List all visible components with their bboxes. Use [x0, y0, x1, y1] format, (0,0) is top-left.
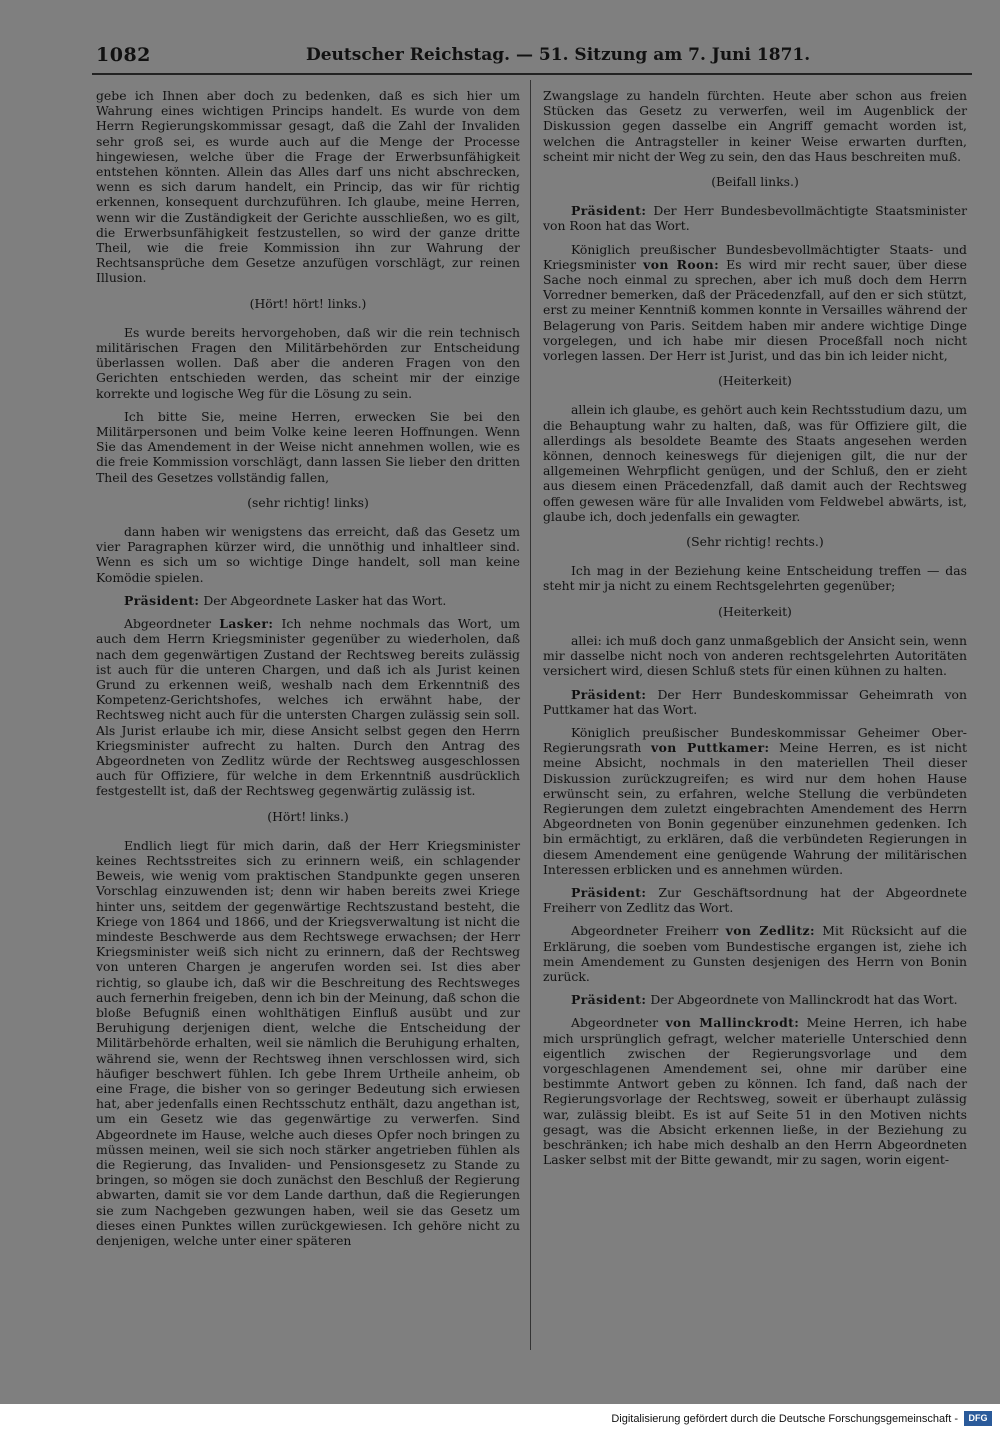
- speaker-name: von Zedlitz:: [725, 923, 815, 939]
- paragraph-text: Meine Herren, es ist nicht meine Absicht, nochmals in den materiellen Theil dieser Diskussion zurückzugreifen; es wird nur dem hohen Hause erwünscht sein, zu erfahren, welche Stellung die verbündeten Regierungen dem zuletzt eingebrachten Amendement des Herrn Abgeordneten von Bonin gegenüber einzunehmen gedenken. Ich bin ermächtigt, zu erklären, daß die verbündeten Regierungen in diesem Amendement eine genügende Wahrung der militärischen Interessen erblicken und es annehmen würden.: [543, 740, 968, 877]
- interjection-text: (Sehr richtig! rechts.): [686, 534, 824, 550]
- paragraph-text: Ich nehme nochmals das Wort, um auch dem Herrn Kriegsminister gegenüber zu wiederholen, daß nach dem gegenwärtigen Zustand der Rechtsweg bereits zulässig ist auch für die unteren Chargen, und daß ich als Jurist keinen Grund zu erkennen weiß, weshalb nach dem Erkenntniß des Kompetenz-Gerichtshofes, welches ich erwähnt habe, der Rechtsweg nicht auch für die untersten Chargen zulässig sein soll. Als Jurist erlaube ich mir, diese Ansicht selbst gegen den Herrn Kriegsminister aufrecht zu halten. Durch den Antrag des Abgeordneten von Zedlitz würde der Rechtsweg ausgeschlossen auch für Offiziere, für welche in dem Erkenntniß ausdrücklich festgestellt ist, daß der Rechtsweg gegenwärtig zulässig ist.: [96, 616, 520, 799]
- interjection: [96, 809, 520, 824]
- speech-paragraph: [543, 203, 967, 233]
- interjection: [543, 604, 967, 619]
- speaker-title: Königlich preußischer Bundeskommissar Geheimer Ober-Regierungsrath: [543, 724, 967, 756]
- paragraph: [543, 563, 967, 593]
- interjection: [96, 296, 520, 311]
- left-column: [96, 88, 520, 1256]
- speech-paragraph: [96, 593, 520, 608]
- speaker-name: Präsident:: [571, 884, 647, 900]
- paragraph-text: Zur Geschäftsordnung hat der Abgeordnete Freiherr von Zedlitz das Wort.: [543, 884, 967, 916]
- speaker-name: von Puttkamer:: [650, 740, 770, 756]
- column-divider: [530, 80, 531, 1350]
- header-rule: [92, 73, 972, 75]
- paragraph-text: allei: ich muß doch ganz unmaßgeblich der Ansicht sein, wenn mir dasselbe nicht noch von anderen rechtsgelehrten Autoritäten versichert wird, diesen Schluß stets für einen kühnen zu halten.: [543, 632, 967, 679]
- interjection-text: (Heiterkeit): [718, 603, 792, 619]
- interjection-text: (sehr richtig! links): [247, 494, 369, 510]
- speech-paragraph: [543, 242, 967, 364]
- interjection-text: (Beifall links.): [711, 174, 799, 190]
- paragraph-text: Ich bitte Sie, meine Herren, erwecken Sie bei den Militärpersonen und beim Volke keine leeren Hoffnungen. Wenn Sie das Amendement in der Weise nicht annehmen wollen, wie es die freie Kommission vorschlägt, dann lassen Sie lieber den dritten Theil des Gesetzes vollständig fallen,: [96, 408, 520, 485]
- dfg-logo: DFG: [964, 1411, 992, 1426]
- interjection: [543, 373, 967, 388]
- interjection: [96, 495, 520, 510]
- paragraph-text: Es wurde bereits hervorgehoben, daß wir die rein technisch militärischen Fragen den Militärbehörden zur Entscheidung überlassen wollen. Daß aber die anderen Fragen von den Gerichten entschieden werden, das scheint mir der einzige korrekte und logische Weg für die Lösung zu sein.: [96, 324, 520, 401]
- paragraph: [96, 325, 520, 401]
- speaker-name: Lasker:: [219, 616, 274, 632]
- page-number: 1082: [96, 44, 151, 66]
- speech-paragraph: [543, 923, 967, 984]
- paragraph-text: Ich mag in der Beziehung keine Entscheidung treffen — das steht mir ja nicht zu einem Rechtsgelehrten gegenüber;: [543, 563, 967, 594]
- paragraph-text: Meine Herren, ich habe mich ursprünglich gefragt, welcher materielle Unterschied denn eigentlich zwischen der Regierungsvorlage und dem vorgeschlagenen Amendement sei, ohne mir darüber eine bestimmte Antwort geben zu können. Ich fand, daß nach der Regierungsvorlage der Rechtsweg, soweit er überhaupt zulässig war, zulässig bleibt. Es ist auf Seite 51 in den Motiven nichts gesagt, was die Absicht erkennen ließe, in der Beziehung zu beschränken; ich habe mich deshalb an den Herrn Abgeordneten Lasker selbst mit der Bitte gewandt, mir zu sagen, worin eigent-: [543, 1015, 967, 1168]
- interjection-text: (Heiterkeit): [718, 373, 792, 389]
- paragraph-text: Der Herr Bundeskommissar Geheimrath von Puttkamer hat das Wort.: [543, 686, 967, 717]
- paragraph: [96, 88, 520, 286]
- speech-paragraph: [96, 616, 520, 798]
- speaker-title: Königlich preußischer Bundesbevollmächtigter Staats- und Kriegsminister: [543, 241, 967, 272]
- speech-paragraph: [543, 725, 967, 877]
- paragraph: [96, 838, 520, 1248]
- speaker-name: Präsident:: [571, 992, 647, 1008]
- paragraph-text: Der Abgeordnete Lasker hat das Wort.: [199, 592, 447, 608]
- interjection-text: (Hört! links.): [267, 808, 349, 824]
- paragraph-text: allein ich glaube, es gehört auch kein Rechtsstudium dazu, um die Behauptung wahr zu halten, daß, was für Offiziere gilt, die allerdings als besoldete Beamte des Staats angesehen werden können, dennoch keineswegs für diejenigen gilt, die nur der allgemeinen Wehrpflicht genügen, und der Schluß, den er zieht aus diesem einen Präcedenzfall, daß damit auch der Rechtsweg offen gewesen wäre für alle Invaliden vom Feldwebel abwärts, ist, glaube ich, doch jedenfalls ein gewagter.: [543, 402, 967, 524]
- speaker-title: Abgeordneter Freiherr: [571, 923, 726, 939]
- paragraph-text: dann haben wir wenigstens das erreicht, daß das Gesetz um vier Paragraphen kürzer wird, die unnöthig und inhaltleer sind. Wenn es sich um so wichtige Dinge handelt, soll man keine Komödie spielen.: [96, 524, 520, 585]
- paragraph-text: gebe ich Ihnen aber doch zu bedenken, daß es sich hier um Wahrung eines wichtigen Princips handelt. Es wurde von dem Herrn Regierungskommissar gesagt, daß die Zahl der Invaliden sehr groß sei, es wurde auch auf die Menge der Processe hingewiesen, welche über die Frage der Erwerbsunfähigkeit entstehen könnten. Allein das Alles darf uns nicht abschrecken, wenn es sich darum handelt, ein Princip, das wir für richtig erkennen, konsequent durchzuführen. Ich glaube, meine Herren, wenn wir die Zuständigkeit der Gerichte ausschließen, wo es gilt, die Erwerbsunfähigkeit festzustellen, so wird der ganze dritte Theil, wie die freie Kommission ihn zur Wahrung der Rechtsansprüche dem Gesetze anzufügen vorschlägt, zur reinen Illusion.: [96, 88, 520, 286]
- paragraph-text: Der Abgeordnete von Mallinckrodt hat das Wort.: [646, 992, 958, 1008]
- interjection: [543, 534, 967, 549]
- speaker-name: von Roon:: [643, 256, 720, 272]
- speaker-title: Abgeordneter: [124, 616, 220, 632]
- speech-paragraph: [543, 1015, 967, 1167]
- speech-paragraph: [543, 885, 967, 915]
- right-column: [543, 88, 967, 1175]
- speaker-name: Präsident:: [124, 592, 200, 608]
- interjection-text: (Hört! hört! links.): [249, 295, 367, 311]
- paragraph-text: Der Herr Bundesbevollmächtigte Staatsminister von Roon hat das Wort.: [543, 203, 967, 234]
- speech-paragraph: [543, 992, 967, 1007]
- paragraph-text: Zwangslage zu handeln fürchten. Heute aber schon aus freien Stücken das Gesetz zu verwerfen, weil im Augenblick der Diskussion gegen dasselbe ein Angriff gemacht worden ist, welchen die Antragsteller in keiner Weise erwarten durften, scheint mir nicht der Weg zu sein, den das Haus beschreiten muß.: [543, 88, 967, 164]
- footer-credit: Digitalisierung gefördert durch die Deutsche Forschungsgemeinschaft -: [611, 1413, 958, 1425]
- speaker-name: von Mallinckrodt:: [665, 1015, 800, 1031]
- speaker-title: Abgeordneter: [571, 1015, 666, 1031]
- speaker-name: Präsident:: [571, 686, 647, 702]
- paragraph-text: Mit Rücksicht auf die Erklärung, die soeben vom Bundestische ergangen ist, ziehe ich mein Amendement zu Gunsten desjenigen des Herrn von Bonin zurück.: [543, 923, 967, 984]
- paragraph: [96, 409, 520, 485]
- paragraph: [543, 88, 967, 164]
- interjection: [543, 174, 967, 189]
- footer: [0, 1406, 1000, 1432]
- speech-paragraph: [543, 687, 967, 717]
- paragraph: [96, 524, 520, 585]
- paragraph-text: Endlich liegt für mich darin, daß der Herr Kriegsminister keines Rechtsstreites sich zu erinnern weiß, ein schlagender Beweis, wie wenig vom praktischen Standpunkte gegen unseren Vorschlag einzuwenden ist; denn wir haben bereits zwei Kriege hinter uns, seitdem der gegenwärtige Rechtszustand besteht, die Kriege von 1864 und 1866, und der Kriegsverwaltung ist nicht die mindeste Beschwerde aus dem Rechtswege erwachsen; der Herr Kriegsminister weiß sich nicht zu erinnern, daß der Rechtsweg von unteren Chargen je angerufen worden sei. Ist dies aber richtig, so glaube ich, daß wir die Beschreitung des Rechtsweges auch fernerhin freigeben, denn ich bin der Meinung, daß schon die bloße Befugniß einen wohlthätigen Einfluß ausübt und zur Beruhigung derjenigen dient, welche die Entscheidung der Militärbehörde erhalten, weil sie nämlich die Beruhigung erhalten, während sie, wenn der Rechtsweg ihnen verschlossen wird, sich häufiger beschwert fühlen. Ich gebe Ihrem Urtheile anheim, ob eine Frage, die bisher von so geringer Bedeutung sich erwiesen hat, aber jedenfalls einen Rechtsschutz enthält, dazu angethan ist, um ein Gesetz wie das gegenwärtige zu verwerfen. Sind Abgeordnete im Hause, welche auch dieses Opfer noch bringen zu müssen meinen, weil sie sich noch stärker angetrieben fühlen als die Regierung, das Invaliden- und Pensionsgesetz zu Stande zu bringen, so mögen sie doch zunächst den Beschluß der Regierung abwarten, damit sie vor dem Lande darthun, daß die Regierungen sie zum Nachgeben gezwungen haben, weil sie das Gesetz um dieses einen Punktes willen zurückgewiesen. Ich gehöre nicht zu denjenigen, welche unter einer späteren: [96, 837, 520, 1249]
- paragraph: [543, 633, 967, 679]
- page-header: [96, 44, 976, 70]
- running-head: Deutscher Reichstag. — 51. Sitzung am 7. Juni 1871.: [306, 45, 811, 65]
- paragraph: [543, 402, 967, 524]
- speaker-name: Präsident:: [571, 203, 647, 219]
- paragraph-text: Es wird mir recht sauer, über diese Sache noch einmal zu sprechen, aber ich muß doch dem Herrn Vorredner bemerken, daß der Präcedenzfall, auf den er sich stützt, erst zu meiner Kenntniß kommen konnte in Versailles während der Belagerung von Paris. Seitdem haben mir andere wichtige Dinge vorgelegen, und ich habe mir diesen Proceßfall noch nicht vorlegen lassen. Der Herr ist Jurist, und das bin ich leider nicht,: [543, 256, 967, 364]
